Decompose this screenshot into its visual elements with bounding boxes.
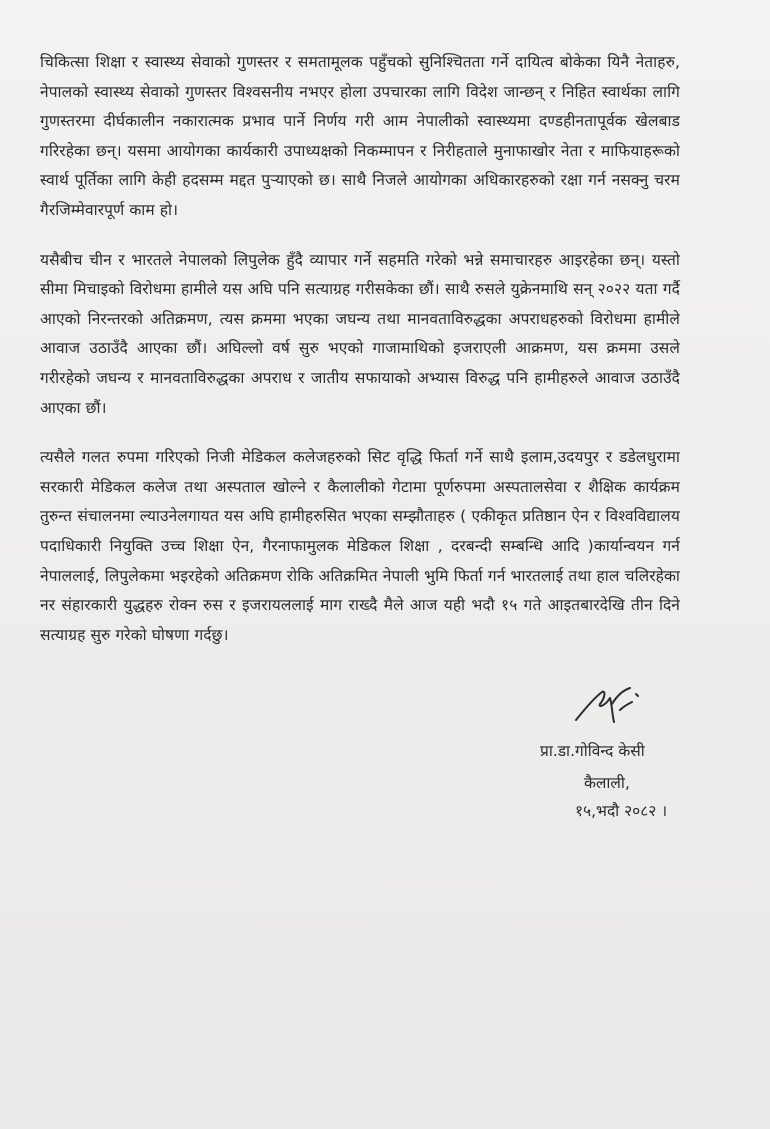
handwritten-signature (572, 680, 652, 732)
document-body (40, 48, 680, 650)
signatory-date: १५,भदौ २०८२ । (575, 802, 668, 820)
signatory-place: कैलाली, (584, 774, 630, 792)
signatory-name: प्रा.डा.गोविन्द केसी (540, 742, 645, 760)
paragraph-3: त्यसैले गलत रुपमा गरिएको निजी मेडिकल कलेजहरुको सिट वृद्धि फिर्ता गर्ने साथै इलाम,उदयपुर र डडेलधुरामा सरकारी मेडिकल कलेज तथा अस्पताल खोल्ने र कैलालीको गेटामा पूर्णरुपमा अस्पतालसेवा र शैक्षिक कार्यक्रम तुरुन्त संचालनमा ल्याउनेलगायत यस अघि हामीहरुसित भएका सम्झौताहरु ( एकीकृत प्रतिष्ठान ऐन र विश्वविद्यालय पदाधिकारी नियुक्ति उच्च शिक्षा ऐन, गैरनाफामुलक मेडिकल शिक्षा , दरबन्दी सम्बन्धि आदि )कार्यान्वयन गर्न नेपाललाई, लिपुलेकमा भइरहेको अतिक्रमण रोकि अतिक्रमित नेपाली भुमि फिर्ता गर्न भारतलाई तथा हाल चलिरहेका नर संहारकारी युद्धहरु रोक्न रुस र इजरायललाई माग राख्दै मैले आज यही भदौ १५ गते आइतबारदेखि तीन दिने सत्याग्रह सुरु गरेको घोषणा गर्दछु। (40, 448, 681, 644)
paragraph-2: यसैबीच चीन र भारतले नेपालको लिपुलेक हुँदै व्यापार गर्ने सहमति गरेको भन्ने समाचारहरु आइरहेका छन्। यस्तो सीमा मिचाइको विरोधमा हामीले यस अघि पनि सत्याग्रह गरीसकेका छौं। साथै रुसले युक्रेनमाथि सन् २०२२ यता गर्दै आएको निरन्तरको अतिक्रमण, त्यस क्रममा भएका जघन्य तथा मानवताविरुद्धका अपराधहरुको विरोधमा हामीले आवाज उठाउँदै आएका छौं। अघिल्लो वर्ष सुरु भएको गाजामाथिको इजराएली आक्रमण, यस क्रममा उसले गरीरहेको जघन्य र मानवताविरुद्धका अपराध र जातीय सफायाको अभ्यास विरुद्ध पनि हामीहरुले आवाज उठाउँदै आएका छौं। (40, 250, 680, 417)
paragraph-1: चिकित्सा शिक्षा र स्वास्थ्य सेवाको गुणस्तर र समतामूलक पहुँचको सुनिश्चितता गर्ने दायित्व बोकेका यिनै नेताहरु, नेपालको स्वास्थ्य सेवाको गुणस्तर विश्वसनीय नभएर होला उपचारका लागि विदेश जान्छन् र निहित स्वार्थका लागि गुणस्तरमा दीर्घकालीन नकारात्मक प्रभाव पार्ने निर्णय गरी आम नेपालीको स्वास्थ्यमा दण्डहीनतापूर्वक खेलबाड गरिरहेका छन्। यसमा आयोगका कार्यकारी उपाध्यक्षको निकम्मापन र निरीहताले मुनाफाखोर नेता र माफियाहरूको स्वार्थ पूर्तिका लागि केही हदसम्म मद्दत पुर्‍याएको छ। साथै निजले आयोगका अधिकारहरुको रक्षा गर्न नसक्नु चरम गैरजिम्मेवारपूर्ण काम हो। (40, 53, 680, 219)
